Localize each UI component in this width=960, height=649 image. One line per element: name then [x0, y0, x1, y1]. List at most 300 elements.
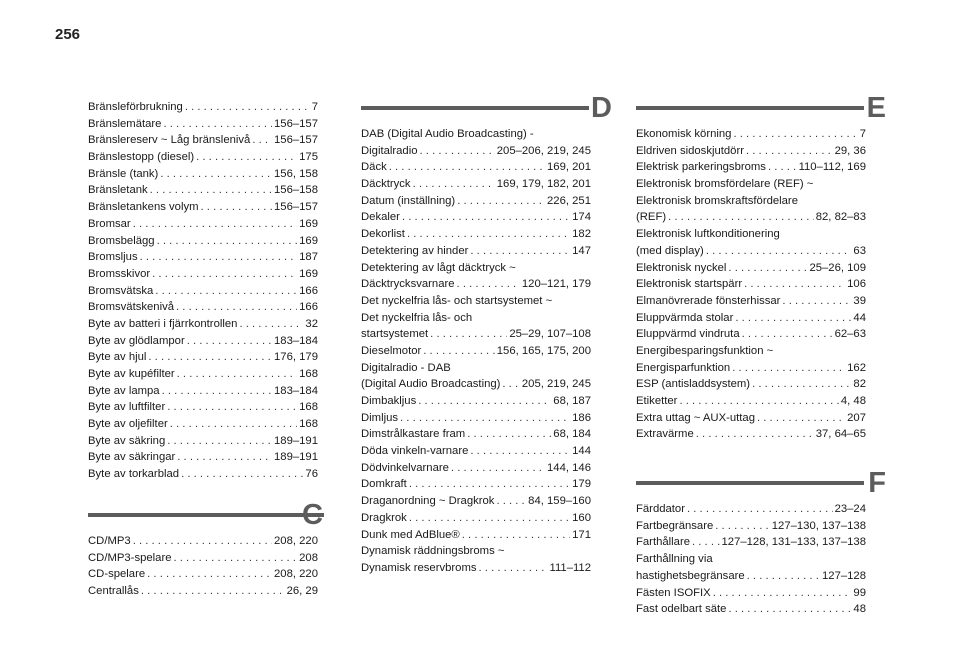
index-section-b: [88, 99, 318, 483]
index-page-refs: 29, 36: [834, 144, 866, 157]
index-term: Bränslereserv ~ Låg bränslenivå: [88, 134, 251, 147]
index-page-refs: 168: [299, 401, 318, 414]
index-page-refs: 39: [853, 294, 866, 307]
index-term: Elektronisk startspärr: [636, 278, 743, 291]
index-term: Domkraft: [361, 478, 407, 491]
index-page-refs: 110–112, 169: [798, 161, 866, 174]
index-page-refs: 99: [853, 586, 866, 599]
index-entry: [361, 510, 591, 527]
dot-leader: [239, 316, 303, 333]
index-entry: [88, 583, 318, 600]
dot-leader: [252, 132, 272, 149]
index-entry: [636, 585, 866, 602]
dot-leader: [746, 143, 833, 160]
index-page-refs: 63: [853, 244, 866, 257]
dot-leader: [150, 182, 272, 199]
index-entry-line: Energibesparingsfunktion ~: [636, 344, 774, 357]
section-letter: F: [868, 467, 886, 500]
dot-leader: [177, 449, 272, 466]
index-page-refs: 23–24: [834, 503, 866, 516]
index-page-refs: 48: [853, 603, 866, 616]
index-term: Etiketter: [636, 395, 678, 407]
index-entry: [636, 310, 866, 327]
index-term: Bränslestopp (diesel): [88, 151, 195, 164]
dot-leader: [462, 527, 570, 544]
page-number: 256: [55, 26, 81, 43]
index-page-refs: 144: [572, 445, 591, 458]
section-header-d: [361, 90, 612, 126]
index-page-refs: 37, 64–65: [815, 428, 866, 441]
dot-leader: [728, 601, 851, 618]
index-entry: [88, 199, 318, 216]
index-term: Byte av glödlampor: [88, 334, 185, 347]
index-page-refs: 171: [572, 528, 591, 541]
index-entry: [361, 393, 591, 410]
index-page-refs: 144, 146: [547, 461, 591, 474]
index-page-refs: 189–191: [274, 434, 318, 447]
index-column-1: [88, 99, 323, 600]
index-term: Färddator: [636, 503, 685, 516]
index-term: Extra uttag ~ AUX-uttag: [636, 411, 755, 424]
index-page-refs: 25–26, 109: [809, 261, 866, 274]
index-entry: [361, 527, 591, 544]
index-page-refs: 82: [853, 378, 866, 391]
index-entry: [88, 99, 318, 116]
index-page-refs: 156–158: [274, 184, 318, 197]
index-term: Dieselmotor: [361, 344, 422, 357]
index-entry: [636, 534, 866, 551]
index-page-refs: 68, 184: [553, 428, 591, 441]
index-entry: [88, 316, 318, 333]
index-page-refs: 4, 48: [840, 395, 866, 407]
dot-leader: [400, 410, 570, 427]
index-term: Dekorlist: [361, 228, 405, 241]
dot-leader: [692, 534, 720, 551]
index-page-refs: 187: [299, 251, 318, 264]
index-entry: [361, 143, 591, 160]
index-page-refs: 166: [299, 284, 318, 297]
dot-leader: [140, 249, 298, 266]
index-entry: [636, 410, 866, 427]
index-term: Bränslemätare: [88, 117, 162, 130]
index-entry: [361, 460, 591, 477]
index-entry: [636, 518, 866, 535]
index-term: Byte av batteri i fjärrkontrollen: [88, 317, 238, 330]
index-page-refs: 226, 251: [547, 194, 591, 207]
dot-leader: [457, 193, 545, 210]
index-entry: [88, 566, 318, 583]
index-page-refs: 26, 29: [286, 584, 318, 597]
section-header-f: [636, 465, 886, 501]
index-page-refs: 25–29, 107–108: [509, 328, 591, 341]
index-entry: [361, 560, 591, 577]
index-entry: [88, 366, 318, 383]
dot-leader: [389, 159, 545, 176]
dot-leader: [141, 583, 285, 600]
dot-leader: [409, 510, 570, 527]
index-entry: [361, 410, 591, 427]
index-term: Fästen ISOFIX: [636, 586, 711, 599]
dot-leader: [733, 126, 857, 143]
dot-leader: [185, 99, 310, 116]
index-column-3: [636, 90, 886, 618]
index-term: Centrallås: [88, 584, 139, 597]
section-letter: E: [866, 92, 886, 124]
index-entry: [361, 476, 591, 493]
index-entry: [361, 209, 591, 226]
index-entry: [88, 149, 318, 166]
index-term: Bränsletank: [88, 184, 148, 197]
index-entry: [88, 533, 318, 550]
index-page-refs: 189–191: [274, 451, 318, 464]
index-page-refs: 7: [311, 101, 318, 113]
index-entry: [361, 426, 591, 443]
index-term: Dimljus: [361, 411, 399, 424]
index-page-refs: 156–157: [274, 117, 318, 130]
index-page-refs: 156–157: [274, 134, 318, 147]
index-entry: [361, 326, 591, 343]
index-term: Dödvinkelvarnare: [361, 461, 449, 474]
index-entry: [636, 376, 866, 393]
index-term: Elektrisk parkeringsbroms: [636, 161, 766, 174]
index-term: Bromsvätskenivå: [88, 301, 175, 314]
index-term: Dekaler: [361, 211, 400, 224]
index-term: Byte av hjul: [88, 351, 147, 364]
dot-leader: [176, 299, 297, 316]
index-term: Däck: [361, 161, 387, 174]
index-entry-line: Elektronisk luftkonditionering: [636, 228, 780, 241]
index-column-2: [361, 90, 612, 577]
index-page-refs: 32: [305, 317, 318, 330]
dot-leader: [451, 460, 545, 477]
dot-leader: [687, 501, 833, 518]
index-entry: [88, 416, 318, 433]
dot-leader: [752, 376, 851, 393]
dot-leader: [735, 310, 851, 327]
dot-leader: [147, 566, 272, 583]
dot-leader: [706, 243, 852, 260]
dot-leader: [668, 209, 814, 226]
index-term: Bränsle (tank): [88, 167, 159, 180]
index-term: ESP (antisladdsystem): [636, 378, 751, 391]
index-entry: [361, 443, 591, 460]
index-entry: [636, 393, 866, 410]
index-term: Bromsbelägg: [88, 234, 155, 247]
index-section-e: [636, 90, 886, 443]
index-page-refs: 106: [847, 278, 866, 291]
index-page-refs: 175: [299, 151, 318, 164]
dot-leader: [187, 333, 272, 350]
index-page-refs: 208, 220: [274, 534, 318, 547]
index-page-refs: 120–121, 179: [521, 278, 591, 291]
index-term: Extravärme: [636, 428, 694, 441]
index-page-refs: 174: [572, 211, 591, 224]
index-entry: [636, 126, 866, 143]
index-entry: [88, 216, 318, 233]
index-entry: [88, 449, 318, 466]
index-page-refs: 205–206, 219, 245: [496, 144, 591, 157]
index-term: Dragkrok: [361, 511, 407, 524]
dot-leader: [155, 283, 297, 300]
index-entry: [361, 276, 591, 293]
section-letter: D: [591, 92, 612, 124]
index-entry: [88, 182, 318, 199]
index-term: Byte av kupéfilter: [88, 368, 175, 380]
dot-leader: [782, 293, 851, 310]
index-page-refs: 7: [859, 128, 866, 140]
dot-leader: [181, 466, 303, 483]
dot-leader: [402, 209, 570, 226]
index-entry-line: Dynamisk räddningsbroms ~: [361, 545, 505, 558]
index-page-refs: 169: [299, 217, 318, 230]
dot-leader: [470, 243, 570, 260]
dot-leader: [742, 326, 833, 343]
dot-leader: [177, 366, 297, 383]
dot-leader: [418, 393, 551, 410]
index-entry: [88, 333, 318, 350]
index-entry: [636, 601, 866, 618]
index-entry-line: Det nyckelfria lås- och startsystemet ~: [361, 294, 553, 307]
dot-leader: [457, 276, 520, 293]
index-page-refs: 156, 158: [274, 167, 318, 180]
index-page-refs: 62–63: [834, 328, 866, 341]
dot-leader: [201, 199, 273, 216]
index-entry: [88, 349, 318, 366]
index-page-refs: 176, 179: [274, 351, 318, 364]
index-section-d: [361, 90, 612, 577]
index-entry: [88, 116, 318, 133]
index-page-refs: 111–112: [549, 561, 591, 574]
section-letter: C: [302, 498, 323, 531]
index-term: Byte av luftfilter: [88, 401, 166, 414]
dot-leader: [744, 276, 845, 293]
index-page-refs: 169: [299, 267, 318, 280]
dot-leader: [163, 116, 272, 133]
section-rule: [636, 106, 864, 110]
index-entry: [636, 293, 866, 310]
index-entry: [361, 343, 591, 360]
index-section-f: [636, 465, 886, 618]
index-entry: [361, 159, 591, 176]
index-term: Däcktrycksvarnare: [361, 278, 455, 291]
index-page-refs: 179: [572, 478, 591, 491]
dot-leader: [430, 326, 507, 343]
index-term: Däcktryck: [361, 178, 411, 191]
dot-leader: [467, 426, 551, 443]
index-entry: [88, 299, 318, 316]
dot-leader: [747, 568, 820, 585]
dot-leader: [133, 533, 272, 550]
dot-leader: [413, 176, 495, 193]
index-term: Bränsletankens volym: [88, 201, 199, 214]
index-term: Byte av lampa: [88, 384, 160, 397]
dot-leader: [196, 149, 297, 166]
index-entry: [88, 266, 318, 283]
index-term: Bromsljus: [88, 251, 138, 264]
index-term: hastighetsbegränsare: [636, 569, 745, 582]
dot-leader: [679, 393, 838, 410]
index-entry-line: DAB (Digital Audio Broadcasting) -: [361, 128, 534, 140]
index-entry: [636, 260, 866, 277]
index-page-refs: 169, 201: [547, 161, 591, 174]
dot-leader: [160, 166, 272, 183]
index-entry: [88, 466, 318, 483]
index-term: Elektronisk nyckel: [636, 261, 727, 274]
index-section-c: [88, 497, 323, 600]
index-page-refs: 208: [299, 551, 318, 564]
index-page-refs: 183–184: [274, 384, 318, 397]
index-term: Byte av torkarblad: [88, 468, 180, 481]
index-term: Ekonomisk körning: [636, 128, 732, 140]
index-term: Bromsar: [88, 217, 131, 230]
index-entry: [361, 243, 591, 260]
dot-leader: [152, 266, 297, 283]
index-entry: [88, 249, 318, 266]
index-term: (Digital Audio Broadcasting): [361, 378, 501, 391]
index-entry: [636, 568, 866, 585]
index-page-refs: 68, 187: [553, 395, 591, 407]
index-term: CD/MP3-spelare: [88, 551, 172, 564]
index-page-refs: 82, 82–83: [815, 211, 866, 224]
section-header-e: [636, 90, 886, 126]
dot-leader: [162, 383, 272, 400]
index-page-refs: 156, 165, 175, 200: [496, 344, 591, 357]
index-page-refs: 162: [847, 361, 866, 374]
index-term: CD/MP3: [88, 534, 131, 547]
index-entry: [88, 166, 318, 183]
index-term: Döda vinkeln-varnare: [361, 445, 469, 458]
dot-leader: [133, 216, 297, 233]
index-entry: [636, 209, 866, 226]
index-page-refs: 168: [299, 418, 318, 431]
index-term: Digitalradio: [361, 144, 418, 157]
index-entry: [636, 360, 866, 377]
index-entry-line: Elektronisk bromsfördelare (REF) ~: [636, 178, 814, 191]
index-page-refs: 127–130, 137–138: [771, 519, 866, 532]
dot-leader: [732, 360, 845, 377]
index-entry: [88, 233, 318, 250]
dot-leader: [174, 550, 298, 567]
index-page-refs: 208, 220: [274, 568, 318, 581]
dot-leader: [768, 159, 797, 176]
section-rule: [361, 106, 589, 110]
section-rule: [88, 513, 324, 517]
index-page-refs: 186: [572, 411, 591, 424]
index-page-refs: 168: [299, 368, 318, 380]
index-term: Bränsleförbrukning: [88, 101, 183, 113]
index-term: Dunk med AdBlue®: [361, 528, 460, 541]
index-entry: [636, 426, 866, 443]
index-page-refs: 76: [305, 468, 318, 481]
index-page-refs: 169: [299, 234, 318, 247]
index-entry: [361, 176, 591, 193]
index-entry: [636, 143, 866, 160]
dot-leader: [713, 585, 852, 602]
dot-leader: [148, 349, 272, 366]
index-term: Bromsvätska: [88, 284, 154, 297]
index-entry: [88, 550, 318, 567]
index-term: Draganordning ~ Dragkrok: [361, 495, 495, 508]
index-entry: [88, 132, 318, 149]
index-entry-line: Det nyckelfria lås- och: [361, 311, 473, 324]
index-term: startsystemet: [361, 328, 429, 341]
index-term: Datum (inställning): [361, 194, 456, 207]
index-term: Farthållare: [636, 536, 690, 549]
index-term: (med display): [636, 244, 704, 257]
index-entry: [88, 399, 318, 416]
index-term: Detektering av hinder: [361, 244, 469, 257]
index-entry: [361, 376, 591, 393]
index-page-refs: 84, 159–160: [528, 495, 591, 508]
index-entry: [361, 493, 591, 510]
index-page-refs: 156–157: [274, 201, 318, 214]
index-term: Energisparfunktion: [636, 361, 731, 374]
index-term: Bromsskivor: [88, 267, 151, 280]
index-page-refs: 147: [572, 244, 591, 257]
index-entry: [636, 326, 866, 343]
index-page-refs: 183–184: [274, 334, 318, 347]
index-entry: [361, 193, 591, 210]
index-page-refs: 182: [572, 228, 591, 241]
index-entry-line: Digitalradio - DAB: [361, 361, 451, 374]
dot-leader: [170, 416, 297, 433]
dot-leader: [423, 343, 494, 360]
index-page-refs: 169, 179, 182, 201: [496, 178, 591, 191]
dot-leader: [407, 226, 570, 243]
index-term: Elmanövrerade fönsterhissar: [636, 294, 781, 307]
dot-leader: [479, 560, 548, 577]
index-term: Dimstrålkastare fram: [361, 428, 466, 441]
index-page-refs: 127–128, 131–133, 137–138: [721, 536, 866, 549]
index-entry: [636, 276, 866, 293]
index-entry: [88, 283, 318, 300]
index-term: Byte av säkring: [88, 434, 166, 447]
index-entry: [636, 159, 866, 176]
index-entry: [636, 243, 866, 260]
index-term: Fartbegränsare: [636, 519, 714, 532]
index-entry: [636, 501, 866, 518]
index-page-refs: 205, 219, 245: [521, 378, 591, 391]
index-term: Byte av säkringar: [88, 451, 176, 464]
index-page-refs: 44: [853, 311, 866, 324]
dot-leader: [409, 476, 570, 493]
index-page-refs: 166: [299, 301, 318, 314]
dot-leader: [470, 443, 570, 460]
index-term: Fast odelbart säte: [636, 603, 727, 616]
index-entry-line: Elektronisk bromskraftsfördelare: [636, 194, 798, 207]
dot-leader: [420, 143, 495, 160]
index-entry-line: Detektering av lågt däcktryck ~: [361, 261, 516, 274]
index-term: Dynamisk reservbroms: [361, 561, 477, 574]
dot-leader: [757, 410, 845, 427]
dot-leader: [715, 518, 770, 535]
index-entry: [88, 383, 318, 400]
dot-leader: [167, 399, 297, 416]
index-term: Eluppvärmd vindruta: [636, 328, 740, 341]
dot-leader: [502, 376, 519, 393]
section-rule: [636, 481, 864, 485]
section-header-c: [88, 497, 323, 533]
dot-leader: [167, 433, 272, 450]
dot-leader: [496, 493, 526, 510]
index-entry: [361, 226, 591, 243]
index-entry: [88, 433, 318, 450]
index-term: Dimbakljus: [361, 395, 417, 407]
index-term: Byte av oljefilter: [88, 418, 168, 431]
index-entry-line: Farthållning via: [636, 553, 713, 566]
dot-leader: [696, 426, 814, 443]
dot-leader: [157, 233, 298, 250]
